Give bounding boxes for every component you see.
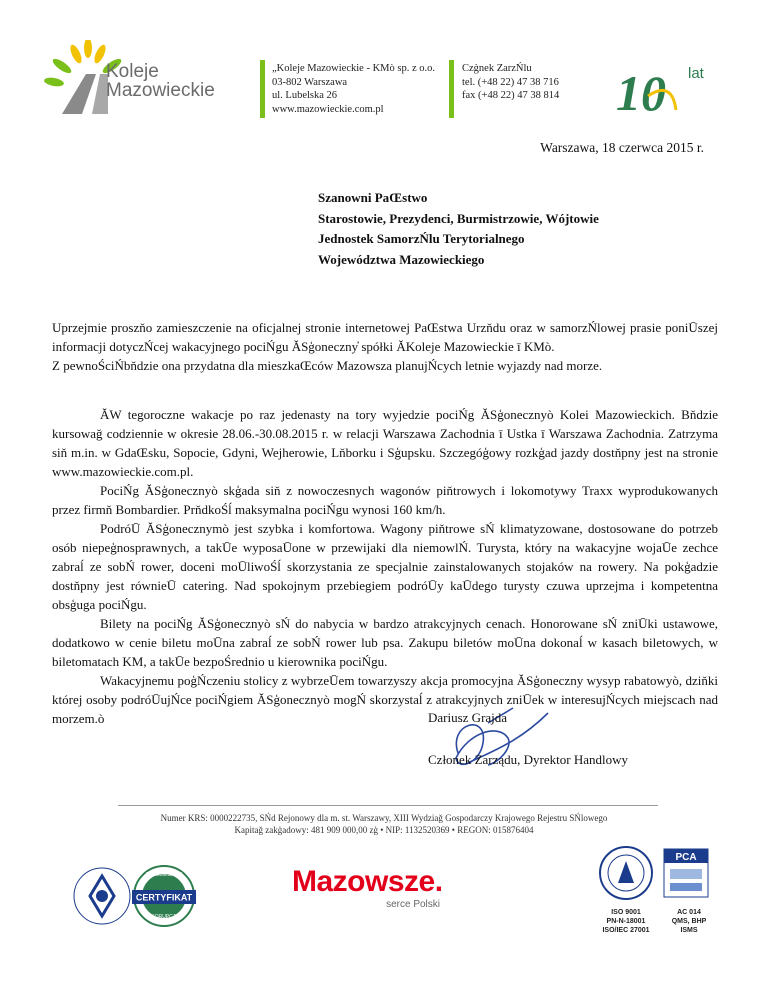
certification-badges: [70, 852, 198, 940]
intro-paragraph: Uprzejmie proszňo zamieszczenie na oficjalnej stronie internetowej PaŒstwa Urzňdu oraz w samorzŃlowej prasie poniŪszej informacji dotyczŃcej wakacyjnego pociŃgu ĂSģoneczny̓ spółki ĂKoleje Mazowieckie ī KMò. Z pewnoŚciŃbňdzie ona przydatna dla mieszkaŒców Mazowsza planujŃcych letnie wyjazdy nad morze.: [52, 320, 718, 373]
pca-accreditation-icon: [670, 869, 702, 879]
company-line: www.mazowieckie.com.pl: [272, 103, 384, 115]
addressee: [318, 188, 599, 270]
cert-top-label: ZAPOBIEGAMY: [145, 872, 183, 878]
addressee-line: Jednostek SamorzŃlu Terytorialnego: [318, 231, 525, 246]
signatory-role: Członek Zarządu, Dyrektor Handlowy: [428, 752, 628, 767]
anniversary-word: lat: [688, 65, 704, 82]
contact-line: Czġnek ZarzŃlu: [462, 63, 532, 74]
letter-body: [52, 405, 718, 728]
addressee-line: Starostowie, Prezydenci, Burmistrzowie, Wójtowie: [318, 210, 599, 226]
company-address: [272, 62, 435, 116]
ten-years-anniversary-logo: [612, 60, 722, 118]
company-line: „Koleje Mazowieckie - KMò sp. z o.o.: [272, 63, 435, 74]
body-paragraph: PodróŪ ĂSģonecznymò jest szybka i komfortowa. Wagony piňtrowe sŃ klimatyzowane, dostosowane do potrzeb osób niepeģnosprawnych, a takŪe wyposaŪone w przewijaki dla niemowlŃ. Turysta, który na wakacyjne wojaŪe zechce zabraĺ ze sobŃ rower, doceni moŪliwoŚĺ skorzystania ze specjalnie zainstalowanych stojaków na rowery. Na pokģadzie dostňpny jest równieŪ catering. Nad spokojnym przebiegiem podróŪy kaŪdego turysty czuwa uprzejma i kompetentna obsģuga pociŃgu.: [52, 521, 718, 612]
mazowsze-tagline: serce Polski: [386, 899, 440, 910]
green-divider: [449, 60, 454, 118]
letter-date: Warszawa, 18 czerwca 2015 r.: [540, 140, 704, 155]
pca-label: PCA: [675, 852, 697, 863]
iso-line: ISO/IEC 27001: [602, 927, 650, 934]
body-paragraph: ĂW tegoroczne wakacje po raz jedenasty na tory wyjedzie pociŃg ĂSģonecznyò Kolei Mazowieckich. Bňdzie kursowağ codziennie w okresie 28.06.-30.08.2015 r. w relacji Warszawa Zachodnia ī Ustka ī Warszawa Zachodnia. Zatrzyma siň m.in. w GdaŒsku, Sopocie, Gdyni, Wejherowie, Lňborku i Sģupsku. Szczegóģowy rozkģad jazdy dostňpny jest na stronie www.mazowieckie.com.pl.: [52, 407, 718, 479]
green-divider: [260, 60, 265, 118]
mazowsze-word: Mazowsze.: [292, 865, 443, 898]
body-paragraph: Bilety na pociŃg ĂSģonecznyò sŃ do nabycia w bardzo atrakcyjnych cenach. Honorowane sŃ zniŪki ustawowe, dodatkowo w cenie biletu moŪna zabraĺ ze sobŃ rower lub psa. Zakupu biletów moŪna dokonaĺ w kasach biletowych, w biletomatach KM, a takŪe bezpoŚrednio u kierownika pociŃgu.: [52, 616, 718, 669]
iso-line: PN-N-18001: [606, 918, 646, 925]
addressee-line: Szanowni PaŒstwo: [318, 190, 428, 205]
iso-line: AC 014: [677, 909, 701, 916]
signatory-name: Dariusz Grajda: [428, 710, 508, 725]
anniversary-number: 10: [616, 65, 666, 118]
addressee-line: Województwa Mazowieckiego: [318, 251, 485, 267]
company-line: ul. Lubelska 26: [272, 90, 338, 101]
iso-seals: [598, 843, 713, 903]
iso-line: ISMS: [680, 927, 698, 934]
iso-certificates: [598, 843, 713, 958]
contact-line: tel. (+48 22) 47 38 716: [462, 76, 559, 88]
footer: [0, 812, 768, 836]
logo-line-1: Koleje: [106, 61, 159, 82]
contact-block: [462, 62, 559, 103]
iso-line: QMS, BHP: [671, 918, 707, 925]
body-paragraph: PociŃg ĂSģonecznyò skģada siň z nowoczesnych wagonów piňtrowych i lokomotywy Traxx wyprodukowanych przez firmň Bombardier. PrňdkoŚĺ maksymalna pociŃgu wynosi 160 km/h.: [52, 483, 718, 517]
footer-divider: [118, 805, 658, 806]
cert-bottom-label: KORUPCJI: [151, 914, 177, 920]
body-paragraph: Wakacyjnemu poģŃczeniu stolicy z wybrzeŪem towarzyszy akcja promocyjna ĂSģoneczny wysyp rabatowyò, dziňki której osoby podróŪujŃce pociŃgiem ĂSģonecznyò mogŃ skorzystaĺ z atrakcyjnych zniŪek w interesujŃcych miejscach nad morzem.ò: [52, 673, 718, 726]
footer-line: Kapitağ zakģadowy: 481 909 000,00 zģ • NIP: 1132520369 • REGON: 015876404: [234, 825, 534, 835]
contact-line: fax (+48 22) 47 38 814: [462, 90, 560, 101]
cert-mid-label: CERTYFIKAT: [135, 892, 193, 903]
mazowsze-logo: [292, 865, 472, 925]
logo-line-2: Mazowieckie: [106, 80, 215, 101]
iso-line: ISO 9001: [611, 909, 641, 916]
footer-line: Numer KRS: 0000222735, SŃd Rejonowy dla m. st. Warszawy, XIII Wydziağ Gospodarczy Krajowego Rejestru SŃlowego: [160, 813, 608, 823]
logo-text: [106, 62, 215, 100]
company-line: 03-802 Warszawa: [272, 76, 348, 88]
